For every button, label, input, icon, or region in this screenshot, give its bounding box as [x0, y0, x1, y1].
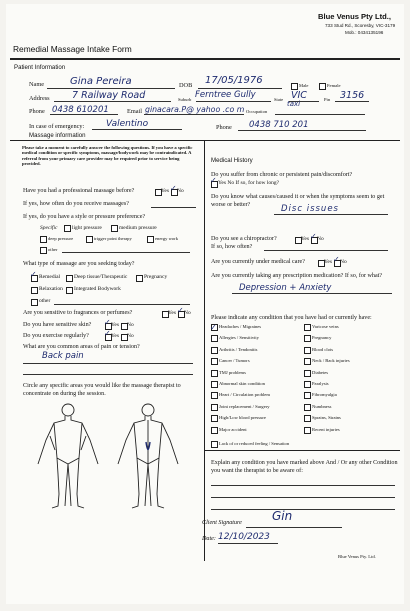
exercise-yes-check-icon: ✓ [104, 329, 111, 338]
remedial-check-icon: ✓ [30, 270, 37, 279]
female-label: Female [327, 83, 341, 88]
condition-right-item-checkbox[interactable] [304, 381, 311, 388]
q-medical-care: Are you currently under medical care? [211, 259, 305, 265]
trigger-point-label: trigger point therapy [94, 236, 132, 241]
suburb-line [196, 101, 271, 102]
how-often-line [151, 207, 196, 208]
condition-right-item-checkbox[interactable] [304, 324, 311, 331]
remedial-label: Remedial [39, 274, 61, 280]
dob-value[interactable]: 17/05/1976 [205, 75, 263, 86]
skin-yes-label: Yes [111, 322, 120, 328]
condition-left-item-label: Heart / Circulation problem [219, 392, 270, 398]
fragrance-no-label: No [184, 310, 191, 316]
male-checkbox[interactable] [291, 83, 298, 90]
style-other-line [62, 252, 190, 253]
prescription-line [232, 293, 392, 294]
circle-instruction: Circle any specific areas you would like the massage therapist to concentrate on during the session. [23, 383, 181, 397]
skin-no-label: No [127, 322, 134, 328]
suburb-label: Suburb [178, 97, 192, 102]
massage-info-heading: Massage information [29, 132, 86, 139]
explain-line-1 [211, 485, 395, 486]
prof-massage-no-check-icon: ✓ [170, 184, 177, 193]
deep-pressure-checkbox[interactable] [40, 236, 47, 243]
prescription-value[interactable]: Depression + Anxiety [239, 283, 332, 293]
condition-right-item-label: Fibromyalgia [312, 392, 337, 398]
relaxation-checkbox[interactable] [31, 287, 38, 294]
medical-care-no-label: No [340, 259, 347, 265]
skin-yes-check-icon: ✓ [104, 318, 111, 327]
pregnancy-type-label: Pregnancy [144, 274, 168, 280]
pin-label: Pin [324, 97, 331, 102]
chronic-yes-check-icon: ✓ [210, 176, 217, 185]
condition-left-item-label: High/Low blood pressure [219, 415, 266, 421]
exercise-yes-label: Yes [111, 333, 120, 339]
chiro-yes-label: Yes [301, 236, 310, 242]
state-value[interactable]: VIC [291, 90, 307, 101]
condition-right-item-label: Neck / Back injuries [312, 358, 350, 364]
q-prof-massage: Have you had a professional massage before? [23, 188, 135, 194]
pin-line [335, 101, 369, 102]
company-mobile: Mob.: 0434135196 [345, 30, 384, 35]
condition-right-item-label: Sprains, Strains [312, 415, 341, 421]
q-chronic: Do you suffer from chronic or persistent pain/discomfort? [211, 172, 353, 178]
state-label: State [274, 97, 284, 102]
medical-history-heading: Medical History [211, 157, 253, 164]
title-rule [10, 58, 400, 60]
light-pressure-label: light pressure [72, 225, 102, 231]
condition-right-item-checkbox[interactable] [304, 427, 311, 434]
chiro-often: If so, how often? [211, 244, 253, 250]
condition-left-item-label: Headaches / Migraines [219, 324, 262, 329]
address-line [54, 101, 171, 102]
pain-line-2 [23, 374, 193, 375]
emergency-phone-label: Phone [216, 124, 232, 131]
address-value[interactable]: 7 Railway Road [72, 90, 146, 101]
signature-line [246, 527, 342, 528]
q-pain: What are you common areas of pain or tension? [23, 344, 140, 350]
pregnancy-type-checkbox[interactable] [136, 275, 143, 282]
energy-work-label: energy work [155, 236, 179, 241]
section-rule [10, 140, 400, 141]
deep-tissue-label: Deep tissue/Therapeutic [74, 274, 128, 280]
trigger-point-checkbox[interactable] [86, 236, 93, 243]
q-style: If yes, do you have a style or pressure preference? [23, 214, 146, 220]
condition-left-item-label: Cancer / Tumors [219, 358, 250, 364]
massage-notice: Please take a moment to carefully answer the following questions. If you have a specific medical condition or specific symptoms, massage/bodywork may be contraindicated. A referral from your primary care provider may be required prior to service being provided. [22, 145, 193, 167]
emergency-label: In case of emergency: [29, 123, 85, 130]
medical-care-yes-label: Yes [324, 259, 333, 265]
condition-right-item-label: Paralysis [312, 381, 329, 386]
q-prescription: Are you currently taking any prescription medication? If so, for what? [211, 273, 383, 279]
emergency-value[interactable]: Valentino [106, 119, 149, 129]
q-sensitive-skin: Do you have sensitive skin? [23, 322, 92, 328]
q-how-often: If yes, how often do you receive massages? [23, 201, 129, 207]
light-pressure-checkbox[interactable] [64, 225, 71, 232]
prof-massage-no-label: No [177, 188, 184, 194]
explain-label: Explain any condition you have marked above And / Or any other Condition you want the therapist to be aware of: [211, 460, 398, 474]
condition-right-item-checkbox[interactable] [304, 335, 311, 342]
q-sensitive-fragrance: Are you sensitive to fragrances or perfumes? [23, 310, 133, 316]
fragrance-yes-label: Yes [168, 310, 177, 316]
male-label: Male [299, 83, 309, 88]
explain-line-3 [211, 509, 395, 510]
email-value[interactable]: ginacara.P@ yahoo .co m [145, 105, 245, 114]
name-line [47, 88, 175, 89]
deep-tissue-checkbox[interactable] [66, 275, 73, 282]
chiro-often-line [264, 250, 388, 251]
phone-value[interactable]: 0438 610201 [52, 105, 109, 115]
condition-right-item-label: Numbness [312, 403, 332, 409]
medium-pressure-checkbox[interactable] [111, 225, 118, 232]
date-line [218, 543, 278, 544]
form-title: Remedial Massage Intake Form [13, 44, 132, 54]
name-value[interactable]: Gina Pereira [70, 76, 132, 87]
company-address: 733 Stud Rd., Scoresby, VIC-3179 [325, 23, 396, 28]
condition-left-item-checkbox[interactable] [211, 347, 218, 354]
q-chiro: Do you see a chiropractor? [211, 236, 277, 242]
type-other-label: other [39, 298, 51, 304]
pain-value[interactable]: Back pain [42, 351, 84, 361]
q-worse: Do you know what causes/caused it or when the symptoms seem to get worse or better? [211, 194, 385, 208]
occupation-line [275, 114, 365, 115]
patient-info-heading: Patient Information [14, 64, 66, 71]
phone-label: Phone [29, 108, 45, 115]
condition-left-item-checkbox[interactable] [211, 381, 218, 388]
emergency-phone-line [238, 130, 366, 131]
condition-right-item-label: Varicose veins [312, 324, 339, 329]
lack-sensation-label: Lack of or reduced feeling / Sensation [219, 441, 290, 446]
condition-right-item-checkbox[interactable] [304, 358, 311, 365]
integrated-checkbox[interactable] [66, 287, 73, 294]
q-exercise: Do you exercise regularly? [23, 333, 89, 339]
condition-left-item-checkbox[interactable] [211, 404, 218, 411]
condition-right-item-label: Pregnancy [312, 335, 332, 341]
condition-left-item-label: Joint replacement / Surgery [219, 403, 270, 409]
body-front-figure[interactable] [28, 402, 108, 512]
specific-label: Specific [40, 225, 58, 231]
condition-right-item-checkbox[interactable] [304, 415, 311, 422]
intake-form-page [6, 4, 404, 604]
name-label: Name [29, 81, 45, 88]
date-label: Date: [202, 536, 216, 542]
condition-left-item-label: Abnormal skin condition [219, 381, 265, 386]
condition-left-item-checkbox[interactable] [211, 415, 218, 422]
explain-line-2 [211, 497, 395, 498]
condition-left-item-checkbox[interactable] [211, 335, 218, 342]
pin-value[interactable]: 3156 [340, 90, 365, 101]
worse-value[interactable]: Disc issues [281, 204, 339, 214]
condition-left-item-label: Arthritis / Tendonitis [219, 346, 258, 352]
chiro-no-label: No [317, 236, 324, 242]
condition-right-item-label: Recent injuries [312, 426, 340, 432]
condition-right-item-checkbox[interactable] [304, 347, 311, 354]
date-value[interactable]: 12/10/2023 [218, 532, 270, 542]
condition-left-item-label: TMJ problems [219, 369, 246, 375]
condition-left-item-label: Major accident [219, 426, 247, 432]
condition-left-item-checkbox[interactable] [211, 358, 218, 365]
condition-right-item-checkbox[interactable] [304, 392, 311, 399]
q-conditions: Please indicate any condition that you have had or currently have: [211, 315, 372, 321]
q-type: What type of massage are you seeking today? [23, 261, 135, 267]
body-back-figure[interactable] [108, 402, 188, 512]
condition-left-item-label: Allergies / Sensitivity [219, 335, 259, 341]
exercise-no-label: No [127, 333, 134, 339]
condition-right-item-label: Blood clots [312, 346, 334, 352]
dob-line [198, 88, 282, 89]
emergency-line [92, 129, 182, 130]
worse-line [274, 214, 388, 215]
medium-pressure-label: medium pressure [119, 225, 157, 231]
headaches-check-icon: ✓ [210, 323, 217, 332]
occupation-value[interactable]: taxi [287, 100, 301, 108]
signature-value[interactable]: Gin [272, 509, 293, 523]
integrated-label: Integrated Bodywork [74, 286, 121, 292]
column-divider [204, 141, 205, 561]
conditions-rule [205, 450, 400, 451]
condition-right-item-label: Diabetes [312, 369, 329, 375]
female-checkbox[interactable] [319, 83, 326, 90]
type-other-line [54, 304, 190, 305]
deep-pressure-label: deep pressure [48, 236, 74, 241]
condition-left-item-checkbox[interactable] [211, 392, 218, 399]
style-other-label: other [48, 247, 58, 252]
energy-work-checkbox[interactable] [147, 236, 154, 243]
condition-left-item-checkbox[interactable] [211, 370, 218, 377]
relaxation-label: Relaxation [39, 286, 63, 292]
footer-text: Blue Venus Pty. Ltd. [338, 554, 376, 559]
dob-label: DOB [179, 82, 193, 89]
emergency-phone-value[interactable]: 0438 710 201 [249, 120, 309, 130]
lack-sensation-checkbox[interactable] [211, 441, 218, 448]
fragrance-no-check-icon: ✓ [177, 306, 184, 315]
pain-line-1 [23, 363, 193, 364]
prof-massage-yes-label: Yes [161, 188, 170, 194]
suburb-value[interactable]: Ferntree Gully [195, 90, 256, 100]
type-other-checkbox[interactable] [31, 299, 38, 306]
condition-left-item-checkbox[interactable] [211, 427, 218, 434]
medical-care-no-check-icon: ✓ [333, 255, 340, 264]
address-label: Address [29, 95, 50, 102]
email-line [144, 114, 244, 115]
condition-right-item-checkbox[interactable] [304, 370, 311, 377]
condition-right-item-checkbox[interactable] [304, 404, 311, 411]
signature-label: Client Signature [202, 520, 242, 526]
chronic-answer: Yes No If so, for how long? [218, 180, 280, 186]
occupation-label: Occupation [246, 109, 268, 114]
company-name: Blue Venus Pty Ltd., [318, 12, 391, 21]
style-other-checkbox[interactable] [40, 247, 47, 254]
chiro-no-check-icon: ✓ [310, 232, 317, 241]
email-label: Email [127, 108, 143, 115]
